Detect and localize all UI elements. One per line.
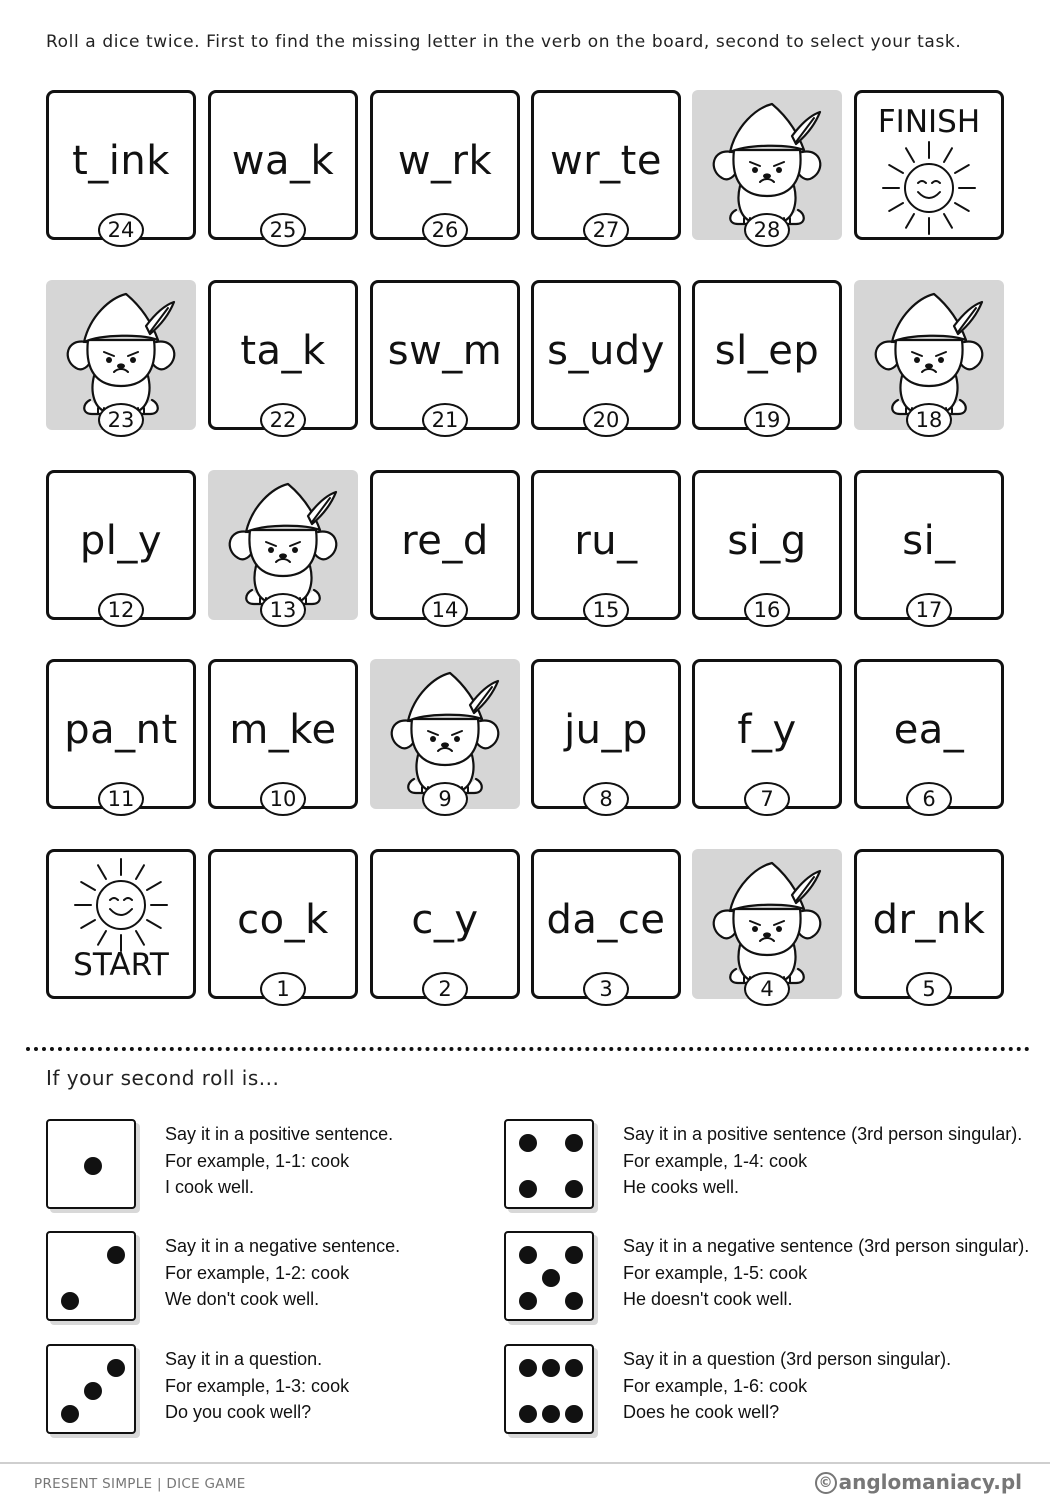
die-pip (542, 1359, 560, 1377)
board-square (692, 470, 842, 620)
board-square-character (692, 90, 842, 240)
square-number-badge: 24 (98, 213, 144, 247)
task-description (623, 1121, 1022, 1201)
task-line: For example, 1-6: cook (623, 1375, 808, 1396)
start-label: START (73, 947, 169, 983)
board-square-character (370, 659, 520, 809)
instructions: Roll a dice twice. First to find the missing letter in the verb on the board, second to select your task. (46, 32, 962, 52)
die-pip (519, 1359, 537, 1377)
verb-word: w_rk (397, 138, 493, 184)
board-square (370, 849, 520, 999)
square-number-badge: 21 (422, 403, 468, 437)
die-pip (542, 1405, 560, 1423)
board-square (531, 659, 681, 809)
square-number-badge: 11 (98, 782, 144, 816)
verb-word: pl_y (79, 518, 163, 564)
square-number-badge: 12 (98, 593, 144, 627)
square-number-badge: 4 (744, 972, 790, 1006)
die-pip (542, 1269, 560, 1287)
verb-word: si_g (727, 518, 807, 564)
square-number-badge: 27 (583, 213, 629, 247)
verb-word: ea_ (893, 707, 965, 753)
square-number-badge: 19 (744, 403, 790, 437)
verb-word: ta_k (240, 328, 326, 374)
verb-word: s_udy (547, 328, 665, 374)
square-number-badge: 14 (422, 593, 468, 627)
board-square (370, 280, 520, 430)
verb-word: sw_m (387, 328, 503, 374)
task-description (623, 1346, 951, 1426)
verb-word: f_y (737, 707, 797, 753)
square-number-badge: 5 (906, 972, 952, 1006)
task-line: He doesn't cook well. (623, 1289, 793, 1309)
board-square-character (692, 849, 842, 999)
die-pip (519, 1292, 537, 1310)
board-square-character (46, 280, 196, 430)
task-line: Say it in a positive sentence (3rd person singular). (623, 1124, 1023, 1144)
task-line: I cook well. (165, 1177, 255, 1197)
board-square (46, 470, 196, 620)
copyright-icon: © (815, 1472, 837, 1494)
square-number-badge: 2 (422, 972, 468, 1006)
divider (26, 1047, 1030, 1051)
die-pip (565, 1180, 583, 1198)
square-number-badge: 7 (744, 782, 790, 816)
die-face-4 (504, 1119, 594, 1209)
task-line: For example, 1-1: cook (165, 1150, 350, 1171)
verb-word: ju_p (564, 707, 648, 753)
verb-word: si_ (902, 518, 956, 564)
square-number-badge: 15 (583, 593, 629, 627)
die-pip (565, 1292, 583, 1310)
footer-brand (815, 1470, 1022, 1494)
board-square (692, 280, 842, 430)
die-face-1 (46, 1119, 136, 1209)
second-roll-title: If your second roll is... (46, 1066, 280, 1090)
die-pip (565, 1134, 583, 1152)
die-pip (107, 1246, 125, 1264)
footer-title: PRESENT SIMPLE | DICE GAME (34, 1476, 246, 1492)
board-square (692, 659, 842, 809)
die-face-6 (504, 1344, 594, 1434)
verb-word: sl_ep (714, 328, 820, 374)
verb-word: wa_k (231, 138, 335, 184)
board-square-character (854, 280, 1004, 430)
task-line: Say it in a negative sentence. (165, 1236, 401, 1256)
board-square (370, 470, 520, 620)
die-pip (107, 1359, 125, 1377)
board-square (208, 849, 358, 999)
die-pip (519, 1405, 537, 1423)
square-number-badge: 1 (260, 972, 306, 1006)
board-square-character (208, 470, 358, 620)
board-square (208, 90, 358, 240)
square-number-badge: 26 (422, 213, 468, 247)
die-pip (565, 1405, 583, 1423)
square-number-badge: 18 (906, 403, 952, 437)
board-square (531, 849, 681, 999)
task-line: For example, 1-4: cook (623, 1150, 808, 1171)
task-description (623, 1233, 1029, 1313)
square-number-badge: 16 (744, 593, 790, 627)
board-square (46, 90, 196, 240)
task-line: For example, 1-2: cook (165, 1262, 350, 1283)
task-line: Say it in a negative sentence (3rd person singular). (623, 1236, 1030, 1256)
footer-site: anglomaniacy.pl (838, 1470, 1022, 1494)
die-pip (84, 1382, 102, 1400)
square-number-badge: 22 (260, 403, 306, 437)
board-square (531, 90, 681, 240)
square-number-badge: 3 (583, 972, 629, 1006)
task-line: Say it in a positive sentence. (165, 1124, 394, 1144)
task-description (165, 1121, 393, 1201)
board-square (854, 849, 1004, 999)
die-pip (61, 1405, 79, 1423)
board-square (531, 280, 681, 430)
square-number-badge: 28 (744, 213, 790, 247)
task-line: Say it in a question (3rd person singular). (623, 1349, 952, 1369)
die-pip (519, 1246, 537, 1264)
task-line: He cooks well. (623, 1177, 740, 1197)
task-line: We don't cook well. (165, 1289, 320, 1309)
die-pip (519, 1134, 537, 1152)
board-square (208, 659, 358, 809)
finish-label: FINISH (877, 104, 981, 140)
verb-word: co_k (237, 897, 329, 943)
verb-word: t_ink (72, 138, 170, 184)
task-line: For example, 1-5: cook (623, 1262, 808, 1283)
task-description (165, 1346, 349, 1426)
board-square (531, 470, 681, 620)
square-number-badge: 20 (583, 403, 629, 437)
die-face-3 (46, 1344, 136, 1434)
finish-square (854, 90, 1004, 240)
start-square (46, 849, 196, 999)
square-number-badge: 25 (260, 213, 306, 247)
square-number-badge: 23 (98, 403, 144, 437)
verb-word: da_ce (546, 897, 666, 943)
verb-word: dr_nk (872, 897, 986, 943)
board-square (46, 659, 196, 809)
verb-word: pa_nt (64, 707, 178, 753)
board-square (208, 280, 358, 430)
square-number-badge: 9 (422, 782, 468, 816)
board-square (370, 90, 520, 240)
task-line: Does he cook well? (623, 1402, 780, 1422)
verb-word: m_ke (229, 707, 337, 753)
verb-word: wr_te (550, 138, 662, 184)
die-pip (565, 1359, 583, 1377)
square-number-badge: 13 (260, 593, 306, 627)
task-description (165, 1233, 400, 1313)
square-number-badge: 8 (583, 782, 629, 816)
task-line: Do you cook well? (165, 1402, 312, 1422)
square-number-badge: 6 (906, 782, 952, 816)
die-face-5 (504, 1231, 594, 1321)
verb-word: c_y (411, 897, 479, 943)
board-square (854, 470, 1004, 620)
die-pip (84, 1157, 102, 1175)
board-square (854, 659, 1004, 809)
die-face-2 (46, 1231, 136, 1321)
verb-word: re_d (401, 518, 489, 564)
footer-divider (0, 1462, 1050, 1464)
die-pip (519, 1180, 537, 1198)
task-line: Say it in a question. (165, 1349, 323, 1369)
task-line: For example, 1-3: cook (165, 1375, 350, 1396)
square-number-badge: 17 (906, 593, 952, 627)
die-pip (61, 1292, 79, 1310)
die-pip (565, 1246, 583, 1264)
verb-word: ru_ (574, 518, 638, 564)
square-number-badge: 10 (260, 782, 306, 816)
